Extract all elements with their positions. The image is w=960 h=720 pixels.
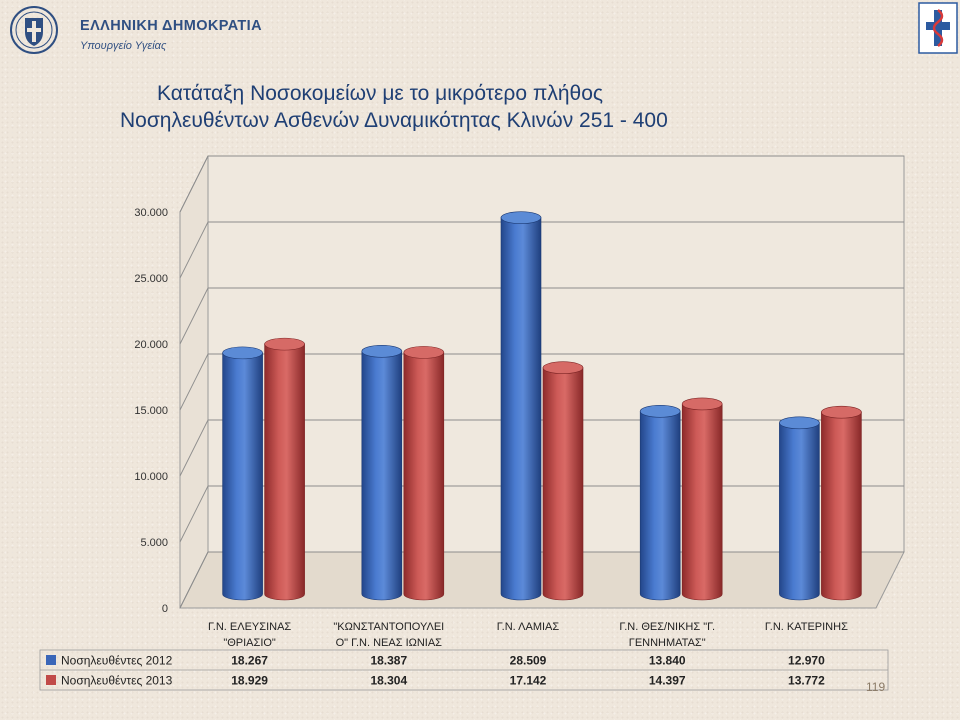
legend-key — [46, 655, 56, 665]
bar-2013-top — [821, 406, 861, 418]
bar-2013-top — [265, 338, 305, 350]
data-label: 13.840 — [648, 653, 686, 668]
bar-2012-top — [779, 417, 819, 429]
y-tick-label: 5.000 — [140, 537, 168, 549]
category-label: "ΘΡΙΑΣΙΟ" — [223, 637, 276, 649]
bar-2013-top — [682, 398, 722, 410]
bar-2012-top — [501, 212, 541, 224]
bar-2013-body — [821, 412, 861, 600]
category-label: Γ.Ν. ΚΑΤΕΡΙΝΗΣ — [764, 621, 848, 633]
bar-2013-body — [265, 344, 305, 600]
bar-2013 — [821, 406, 861, 600]
y-tick-label: 25.000 — [134, 273, 168, 285]
bar-2013-body — [404, 352, 444, 600]
bar-2013 — [543, 362, 583, 600]
bar-2012 — [362, 345, 402, 600]
data-label: 18.267 — [231, 653, 268, 668]
category-label: Γ.Ν. ΛΑΜΙΑΣ — [496, 621, 560, 633]
bar-2013 — [404, 346, 444, 600]
legend-label: Νοσηλευθέντες 2013 — [61, 673, 173, 688]
data-label: 14.397 — [648, 673, 686, 688]
bar-2012-body — [779, 423, 819, 600]
data-label: 13.772 — [788, 673, 825, 688]
bar-2012 — [501, 212, 541, 600]
bar-2012-body — [640, 411, 680, 600]
legend-label: Νοσηλευθέντες 2012 — [61, 653, 173, 668]
bar-2013-top — [543, 362, 583, 374]
category-label: Γ.Ν. ΕΛΕΥΣΙΝΑΣ — [207, 621, 292, 633]
bar-2013 — [682, 398, 722, 600]
bar-2012 — [640, 405, 680, 600]
y-tick-label: 20.000 — [134, 339, 168, 351]
bar-2013-body — [543, 368, 583, 600]
bar-2013-top — [404, 346, 444, 358]
bar-2013-body — [682, 404, 722, 600]
y-tick-label: 10.000 — [134, 471, 168, 483]
bar-2012 — [223, 347, 263, 600]
data-label: 18.304 — [370, 673, 408, 688]
data-label: 28.509 — [509, 653, 547, 668]
ministry-name: Υπουργείο Υγείας — [80, 40, 167, 52]
bar-2012-top — [362, 345, 402, 357]
chart-title-line2: Νοσηλευθέντων Ασθενών Δυναμικότητας Κλινών 251 - 400 — [120, 109, 668, 132]
bar-2012-body — [223, 353, 263, 600]
data-label: 12.970 — [788, 653, 825, 668]
category-label: ΓΕΝΝΗΜΑΤΑΣ" — [628, 637, 706, 649]
y-tick-label: 15.000 — [134, 405, 168, 417]
y-tick-label: 0 — [161, 603, 168, 615]
bar-2012-body — [362, 351, 402, 600]
bar-2012-body — [501, 218, 541, 600]
category-label: "ΚΩΝΣΤΑΝΤΟΠΟΥΛΕΙ — [333, 621, 445, 633]
chart-title-line1: Κατάταξη Νοσοκομείων με το μικρότερο πλήθος — [156, 82, 603, 105]
category-label: Γ.Ν. ΘΕΣ/ΝΙΚΗΣ "Γ. — [619, 621, 716, 633]
bar-2012-top — [223, 347, 263, 359]
legend-key — [46, 675, 56, 685]
bar-2012-top — [640, 405, 680, 417]
bar-2012 — [779, 417, 819, 600]
data-label: 18.387 — [370, 653, 408, 668]
y-tick-label: 30.000 — [134, 207, 168, 219]
category-label: Ο" Γ.Ν. ΝΕΑΣ ΙΩΝΙΑΣ — [335, 637, 442, 649]
page-number: 119 — [866, 680, 886, 694]
org-name: ΕΛΛΗΝΙΚΗ ΔΗΜΟΚΡΑΤΙΑ — [80, 18, 262, 34]
data-label: 18.929 — [231, 673, 268, 688]
bar-2013 — [265, 338, 305, 600]
data-label: 17.142 — [509, 673, 547, 688]
